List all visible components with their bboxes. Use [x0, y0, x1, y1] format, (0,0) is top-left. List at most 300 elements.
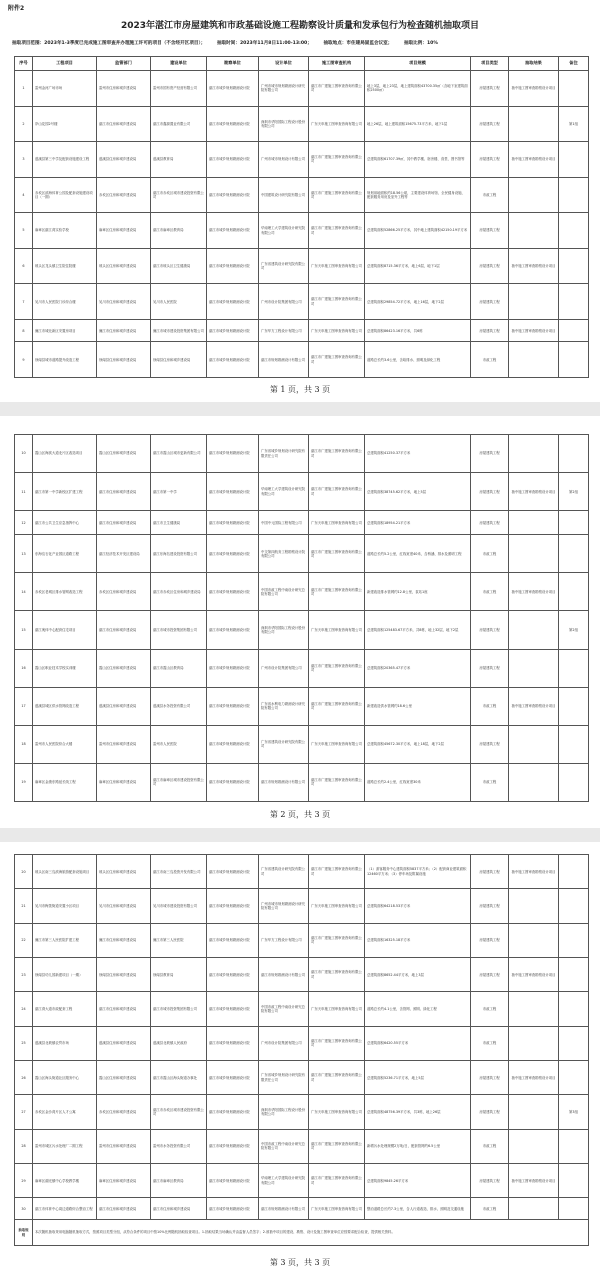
cell-design: 广东省建筑设计研究院有限公司 [259, 248, 309, 284]
cell-review: 湛江市广建施工图审查咨询有限公司 [309, 435, 365, 473]
cell-type: 房屋建筑工程 [471, 106, 509, 142]
cell-scale: 整治道路总长约7.3公里，含人行道改造、排水、照明及交通设施 [365, 1198, 471, 1220]
cell-scale: 道路总长约4.1公里，含管网、照明、绿化工程 [365, 992, 471, 1026]
cell-no: 17 [15, 687, 33, 725]
table-row [15, 535, 589, 573]
cell-design: 湛江市规划勘测设计有限公司 [259, 342, 309, 378]
cell-type: 房屋建筑工程 [471, 649, 509, 687]
cell-dept: 麻章区住房和城乡建设局 [97, 1163, 151, 1197]
cell-survey: 湛江市城乡规划勘测设计院 [207, 763, 259, 801]
cell-result [509, 992, 559, 1026]
cell-survey: 湛江市城乡规划勘测设计院 [207, 649, 259, 687]
cell-name: 岸山花园2号楼 [33, 106, 97, 142]
cell-result: 抽中施工图审查勘察设计项目 [509, 248, 559, 284]
cell-review: 湛江市广建施工图审查咨询有限公司 [309, 71, 365, 107]
cell-no: 25 [15, 1026, 33, 1060]
cell-owner: 湛江市卫生健康局 [151, 511, 207, 535]
cell-survey: 湛江市城乡规划勘测设计院 [207, 342, 259, 378]
table-row [15, 649, 589, 687]
cell-owner: 湛江市赤坎区城市建设投资有限公司 [151, 177, 207, 213]
cell-owner: 徐闻县住房和城乡建设局 [151, 342, 207, 378]
cell-design: 湛江市规划勘测设计有限公司 [259, 1198, 309, 1220]
cell-dept: 霞山区住房和城乡建设局 [97, 435, 151, 473]
cell-result: 抽中施工图审查勘察设计项目 [509, 1163, 559, 1197]
cell-result [509, 342, 559, 378]
cell-type: 市政工程 [471, 992, 509, 1026]
cell-name: 遂溪县第三中学及配套设施建设工程 [33, 142, 97, 178]
cell-type: 房屋建筑工程 [471, 611, 509, 649]
cell-dept: 霞山区住房和城乡建设局 [97, 1060, 151, 1094]
cell-result [509, 1026, 559, 1060]
table-row [15, 177, 589, 213]
cell-remark [559, 1026, 589, 1060]
cell-remark [559, 284, 589, 320]
cell-name: 赤坎区老城区排水管网改造工程 [33, 573, 97, 611]
cell-no: 22 [15, 923, 33, 957]
cell-review: 湛江市广建施工图审查咨询有限公司 [309, 473, 365, 511]
cell-scale: 总建筑面积29854.72平方米，地上16层，地下2层 [365, 284, 471, 320]
cell-owner: 遂溪县水务投资有限公司 [151, 687, 207, 725]
cell-design: 广州市设计院集团有限公司 [259, 284, 309, 320]
cell-name: 湛江奥体中心配套住宅项目 [33, 611, 97, 649]
cell-dept: 湛江市住房和城乡建设局 [97, 992, 151, 1026]
cell-owner: 遂溪县教育局 [151, 142, 207, 178]
cell-survey: 湛江市城乡规划勘测设计院 [207, 923, 259, 957]
cell-remark [559, 1198, 589, 1220]
table-row [15, 284, 589, 320]
cell-remark [559, 1163, 589, 1197]
cell-remark [559, 923, 589, 957]
cell-type: 市政工程 [471, 573, 509, 611]
table-header-row [15, 57, 589, 71]
cell-owner: 湛江市霞山区海头街道办事处 [151, 1060, 207, 1094]
cell-name: 东海岛石化产业园区道路工程 [33, 535, 97, 573]
column-header: 项目类型 [471, 57, 509, 71]
cell-type: 房屋建筑工程 [471, 1163, 509, 1197]
table-row [15, 855, 589, 889]
cell-design: 中国建筑设计研究院有限公司 [259, 177, 309, 213]
cell-no: 16 [15, 649, 33, 687]
cell-remark [559, 342, 589, 378]
cell-survey: 湛江市城乡规划勘测设计院 [207, 855, 259, 889]
cell-review: 广东天申施工图审查咨询有限公司 [309, 992, 365, 1026]
cell-name: 湛江市体育中心周边道路综合整治工程 [33, 1198, 97, 1220]
method-label: 抽取规则 [15, 1220, 33, 1246]
cell-no: 26 [15, 1060, 33, 1094]
cell-result [509, 435, 559, 473]
cell-owner: 廉江市城市建设投资集团有限公司 [151, 319, 207, 341]
cell-owner: 吴川市城市建设投资有限公司 [151, 889, 207, 923]
cell-scale: 总建筑面积8652.44平方米，地上3层 [365, 957, 471, 991]
cell-survey: 湛江市城乡规划勘测设计院 [207, 687, 259, 725]
table-row [15, 435, 589, 473]
cell-dept: 雷州市住房和城乡建设局 [97, 71, 151, 107]
cell-design: 深圳市华阳国际工程设计股份有限公司 [259, 1095, 309, 1129]
cell-review: 广东天申施工图审查咨询有限公司 [309, 889, 365, 923]
cell-design: 广州市设计院集团有限公司 [259, 649, 309, 687]
project-table-page-3 [14, 854, 589, 1246]
document-page-2 [0, 416, 600, 828]
cell-survey: 湛江市城乡规划勘测设计院 [207, 142, 259, 178]
cell-survey: 湛江市城乡规划勘测设计院 [207, 511, 259, 535]
cell-type: 房屋建筑工程 [471, 1095, 509, 1129]
table-row [15, 1060, 589, 1094]
cell-scale: 总建筑面积45672.30平方米，地上18层，地下2层 [365, 725, 471, 763]
cell-type: 房屋建筑工程 [471, 889, 509, 923]
cell-remark [559, 248, 589, 284]
cell-design: 广州市城市规划勘测设计研究院有限公司 [259, 889, 309, 923]
cell-name: 麻章区湖光镇中心学校教学楼 [33, 1163, 97, 1197]
table-row [15, 213, 589, 249]
cell-survey: 湛江市城乡规划勘测设计院 [207, 71, 259, 107]
cell-design: 广东省城乡规划设计研究院有限责任公司 [259, 1060, 309, 1094]
cell-design: 华南理工大学建筑设计研究院有限公司 [259, 1163, 309, 1197]
cell-name: 雷州市人民医院综合大楼 [33, 725, 97, 763]
table-row [15, 106, 589, 142]
cell-no: 19 [15, 763, 33, 801]
cell-no: 10 [15, 435, 33, 473]
cell-result: 抽中施工图审查勘察设计项目 [509, 71, 559, 107]
cell-review: 广东天申施工图审查咨询有限公司 [309, 248, 365, 284]
cell-design: 中国市政工程中南设计研究总院有限公司 [259, 992, 309, 1026]
cell-name: 徐闻县城市道路提升改造工程 [33, 342, 97, 378]
cell-name: 吴川市人民医院门诊综合楼 [33, 284, 97, 320]
cell-remark [559, 511, 589, 535]
cell-remark [559, 1060, 589, 1094]
cell-review: 广东天申施工图审查咨询有限公司 [309, 106, 365, 142]
cell-result [509, 649, 559, 687]
cell-dept: 麻章区住房和城乡建设局 [97, 763, 151, 801]
cell-scale: 道路总长约2.4公里，红线宽度30米 [365, 763, 471, 801]
cell-result [509, 889, 559, 923]
cell-type: 房屋建筑工程 [471, 957, 509, 991]
column-header: 勘察单位 [207, 57, 259, 71]
document-title: 2023年湛江市房屋建筑和市政基础设施工程勘察设计质量和发承包行为检查随机抽取项目 [120, 21, 480, 31]
cell-result: 抽中施工图审查勘察设计项目 [509, 319, 559, 341]
cell-survey: 湛江市城乡规划勘测设计院 [207, 1060, 259, 1094]
cell-type: 市政工程 [471, 763, 509, 801]
cell-scale: 总建筑面积41250.37平方米 [365, 435, 471, 473]
table-row [15, 511, 589, 535]
cell-owner: 雷州市水务投资有限公司 [151, 1129, 207, 1163]
cell-result [509, 923, 559, 957]
column-header: 施工图审查机构 [309, 57, 365, 71]
cell-review: 湛江市广建施工图审查咨询有限公司 [309, 213, 365, 249]
cell-dept: 吴川市住房和城乡建设局 [97, 889, 151, 923]
table-row [15, 473, 589, 511]
cell-survey: 湛江市城乡规划勘测设计院 [207, 106, 259, 142]
cell-remark [559, 725, 589, 763]
cell-design: 中国市政工程中南设计研究总院有限公司 [259, 1129, 309, 1163]
column-header: 抽取结果 [509, 57, 559, 71]
table-row [15, 142, 589, 178]
cell-review: 广东天申施工图审查咨询有限公司 [309, 319, 365, 341]
cell-remark [559, 71, 589, 107]
cell-name: 廉江市城北新区安置房项目 [33, 319, 97, 341]
cell-design: 湛江市规划勘测设计有限公司 [259, 957, 309, 991]
cell-owner: 湛江市坡头区卫生健康局 [151, 248, 207, 284]
cell-remark [559, 573, 589, 611]
cell-remark: 第1组 [559, 106, 589, 142]
cell-review: 广东天申施工图审查咨询有限公司 [309, 611, 365, 649]
cell-type: 市政工程 [471, 1026, 509, 1060]
cell-dept: 遂溪县住房和城乡建设局 [97, 687, 151, 725]
cell-no: 30 [15, 1198, 33, 1220]
cell-result [509, 1198, 559, 1220]
cell-owner: 湛江东海岛建设投资有限公司 [151, 535, 207, 573]
cell-review: 湛江市广建施工图审查咨询有限公司 [309, 1060, 365, 1094]
cell-remark: 第2组 [559, 611, 589, 649]
cell-type: 房屋建筑工程 [471, 71, 509, 107]
cell-dept: 湛江市住房和城乡建设局 [97, 611, 151, 649]
table-row [15, 1198, 589, 1220]
cell-design: 深圳市华阳国际工程设计股份有限公司 [259, 106, 309, 142]
cell-survey: 湛江市城乡规划勘测设计院 [207, 177, 259, 213]
project-table-page-1 [14, 56, 589, 378]
cell-scale: 规划用地面积约18.56公顷，主要建设体育场馆、全民健身设施、配套服务用房及室外工程等 [365, 177, 471, 213]
cell-remark [559, 957, 589, 991]
cell-scale: 新增污水处理规模2万吨/日，配套管网约6.5公里 [365, 1129, 471, 1163]
method-row [15, 1220, 589, 1246]
table-row [15, 992, 589, 1026]
cell-no: 13 [15, 535, 33, 573]
document-page-3 [0, 842, 600, 1272]
cell-dept: 雷州市住房和城乡建设局 [97, 1129, 151, 1163]
cell-dept: 廉江市住房和城乡建设局 [97, 319, 151, 341]
cell-result [509, 511, 559, 535]
cell-dept: 湛江经济技术开发区建设局 [97, 535, 151, 573]
cell-owner: 湛江市麻章区教育局 [151, 1163, 207, 1197]
table-row [15, 763, 589, 801]
cell-name: 麻章区金康东路延长线工程 [33, 763, 97, 801]
page-footer: 第 3 页，共 3 页 [269, 1258, 331, 1267]
cell-dept: 廉江市住房和城乡建设局 [97, 923, 151, 957]
cell-design: 广州市设计院集团有限公司 [259, 1026, 309, 1060]
cell-owner: 湛江市麻章区城市建设投资有限公司 [151, 763, 207, 801]
cell-dept: 坡头区住房和城乡建设局 [97, 855, 151, 889]
cell-no: 21 [15, 889, 33, 923]
cell-result: 抽中施工图审查勘察设计项目 [509, 957, 559, 991]
cell-review: 湛江市广建施工图审查咨询有限公司 [309, 923, 365, 957]
cell-no: 24 [15, 992, 33, 1026]
cell-owner: 湛江市城市投资集团有限公司 [151, 611, 207, 649]
column-header: 工程项目 [33, 57, 97, 71]
cell-name: 霞山区海滨大道北片区改造项目 [33, 435, 97, 473]
cell-owner: 徐闻县教育局 [151, 957, 207, 991]
cell-name: 麻章区湛江湾实验学校 [33, 213, 97, 249]
cell-survey: 湛江市城乡规划勘测设计院 [207, 573, 259, 611]
cell-owner: 吴川市人民医院 [151, 284, 207, 320]
cell-review: 广东天申施工图审查咨询有限公司 [309, 511, 365, 535]
cell-dept: 遂溪县住房和城乡建设局 [97, 142, 151, 178]
cell-design: 湛江市规划勘测设计有限公司 [259, 763, 309, 801]
cell-type: 市政工程 [471, 1129, 509, 1163]
cell-scale: 总建筑面积61707.39㎡，其中教学楼、宿舍楼、食堂、图书馆等 [365, 142, 471, 178]
cell-design: 广东省建筑设计研究院有限公司 [259, 725, 309, 763]
cell-result: 抽中施工图审查勘察设计项目 [509, 1060, 559, 1094]
cell-scale: 总建筑面积18954.21平方米 [365, 511, 471, 535]
cell-design: 中国市政工程中南设计研究总院有限公司 [259, 573, 309, 611]
cell-survey: 湛江市城乡规划勘测设计院 [207, 1026, 259, 1060]
cell-survey: 湛江市城乡规划勘测设计院 [207, 1163, 259, 1197]
cell-review: 湛江市广建施工图审查咨询有限公司 [309, 142, 365, 178]
cell-no: 28 [15, 1129, 33, 1163]
cell-type: 房屋建筑工程 [471, 319, 509, 341]
cell-design: 广州市城市规划勘测设计研究院有限公司 [259, 71, 309, 107]
cell-review: 湛江市广建施工图审查咨询有限公司 [309, 763, 365, 801]
cell-dept: 湛江市住房和城乡建设局 [97, 473, 151, 511]
cell-review: 广东天申施工图审查咨询有限公司 [309, 1198, 365, 1220]
cell-remark [559, 889, 589, 923]
cell-result [509, 213, 559, 249]
cell-review: 湛江市广建施工图审查咨询有限公司 [309, 284, 365, 320]
cell-scale: 地上3层，地上23层，地上建筑面积43700.35㎡（含地下室建筑面积2500㎡） [365, 71, 471, 107]
cell-name: 遂溪县城区供水管网改造工程 [33, 687, 97, 725]
cell-design: 深圳市华阳国际工程设计股份有限公司 [259, 611, 309, 649]
cell-design: 广东华方工程设计有限公司 [259, 319, 309, 341]
cell-dept: 麻章区住房和城乡建设局 [97, 213, 151, 249]
cell-name: 雷州市城区污水处理厂二期工程 [33, 1129, 97, 1163]
table-row [15, 957, 589, 991]
cell-dept: 赤坎区住房和城乡建设局 [97, 1095, 151, 1129]
cell-dept: 赤坎区住房和城乡建设局 [97, 573, 151, 611]
attachment-label: 附件2 [8, 5, 25, 12]
cell-no: 2 [15, 106, 33, 142]
cell-name: 霞山区职业技术学校实训楼 [33, 649, 97, 687]
cell-survey: 湛江市城乡规划勘测设计院 [207, 213, 259, 249]
cell-review: 广东天申施工图审查咨询有限公司 [309, 1095, 365, 1129]
table-row [15, 342, 589, 378]
cell-owner: 雷州市人民医院 [151, 725, 207, 763]
cell-design: 广东省城乡规划设计研究院有限责任公司 [259, 435, 309, 473]
table-row [15, 248, 589, 284]
cell-owner: 廉江市第三人民医院 [151, 923, 207, 957]
cell-review: 湛江市广建施工图审查咨询有限公司 [309, 855, 365, 889]
table-row [15, 1129, 589, 1163]
meta-place: 抽取地点：市住建局固监会议室； [323, 41, 393, 46]
cell-scale: 总建筑面积8715.36平方米，地上6层，地下1层 [365, 248, 471, 284]
cell-review: 湛江市广建施工图审查咨询有限公司 [309, 1163, 365, 1197]
cell-type: 房屋建筑工程 [471, 473, 509, 511]
cell-survey: 湛江市城乡规划勘测设计院 [207, 992, 259, 1026]
cell-no: 6 [15, 248, 33, 284]
cell-owner: 湛江市霞山区城市更新有限公司 [151, 435, 207, 473]
cell-survey: 湛江市城乡规划勘测设计院 [207, 1129, 259, 1163]
cell-scale: 新建改造排水管网约12.8公里，泵站1座 [365, 573, 471, 611]
cell-result: 抽中施工图审查勘察设计项目 [509, 142, 559, 178]
cell-design: 中国中元国际工程有限公司 [259, 511, 309, 535]
cell-scale: 总建筑面积52866.25平方米，其中地上建筑面积42150.19平方米 [365, 213, 471, 249]
page-footer: 第 2 页，共 3 页 [269, 810, 331, 819]
cell-no: 8 [15, 319, 33, 341]
cell-result: 抽中施工图审查勘察设计项目 [509, 855, 559, 889]
cell-name: 湛江湾大道市政配套工程 [33, 992, 97, 1026]
cell-dept: 湛江市住房和城乡建设局 [97, 511, 151, 535]
cell-scale: 新建改造供水管网约18.6公里 [365, 687, 471, 725]
page-separator [0, 402, 600, 416]
column-header: 序号 [15, 57, 33, 71]
cell-type: 房屋建筑工程 [471, 248, 509, 284]
cell-owner: 湛江市霞山区教育局 [151, 649, 207, 687]
table-row [15, 923, 589, 957]
meta-time: 抽取时间：2023年11月8日11:00-13:00； [216, 41, 312, 46]
cell-review: 湛江市广建施工图审查咨询有限公司 [309, 687, 365, 725]
cell-scale: 总建筑面积20365.47平方米 [365, 649, 471, 687]
cell-remark [559, 649, 589, 687]
cell-remark [559, 535, 589, 573]
cell-remark [559, 1129, 589, 1163]
cell-remark [559, 687, 589, 725]
cell-remark: 第3组 [559, 1095, 589, 1129]
table-row [15, 611, 589, 649]
cell-survey: 湛江市城乡规划勘测设计院 [207, 435, 259, 473]
cell-scale: 总建筑面积5236.71平方米，地上5层 [365, 1060, 471, 1094]
selection-meta [12, 40, 592, 46]
cell-type: 房屋建筑工程 [471, 142, 509, 178]
cell-review: 湛江市广建施工图审查咨询有限公司 [309, 1026, 365, 1060]
cell-name: 坡头区南三岛滨海旅游配套设施项目 [33, 855, 97, 889]
cell-owner: 湛江市住房和城乡建设局 [151, 1198, 207, 1220]
cell-remark [559, 177, 589, 213]
cell-survey: 湛江市城乡规划勘测设计院 [207, 611, 259, 649]
cell-survey: 湛江市城乡规划勘测设计院 [207, 535, 259, 573]
cell-no: 4 [15, 177, 33, 213]
cell-type: 市政工程 [471, 1198, 509, 1220]
cell-scale: 总建筑面积125483.67平方米，共8栋，地上32层，地下2层 [365, 611, 471, 649]
cell-remark [559, 992, 589, 1026]
cell-result [509, 611, 559, 649]
cell-name: 湛江市公共卫生应急指挥中心 [33, 511, 97, 535]
cell-scale: 总建筑面积16325.18平方米 [365, 923, 471, 957]
cell-no: 14 [15, 573, 33, 611]
cell-type: 房屋建筑工程 [471, 435, 509, 473]
cell-no: 27 [15, 1095, 33, 1129]
cell-survey: 湛江市城乡规划勘测设计院 [207, 284, 259, 320]
cell-name: 霞山区海头街道社区服务中心 [33, 1060, 97, 1094]
cell-type: 房屋建筑工程 [471, 213, 509, 249]
cell-type: 市政工程 [471, 535, 509, 573]
cell-remark [559, 142, 589, 178]
cell-type: 房屋建筑工程 [471, 855, 509, 889]
cell-owner: 湛江市鑫源置业有限公司 [151, 106, 207, 142]
cell-scale: 总建筑面积9845.26平方米 [365, 1163, 471, 1197]
table-row [15, 319, 589, 341]
cell-dept: 吴川市住房和城乡建设局 [97, 284, 151, 320]
cell-result: 抽中施工图审查勘察设计项目 [509, 473, 559, 511]
cell-name: 赤坎区滨海体育公园及配套设施建设项目（一期） [33, 177, 97, 213]
cell-type: 房屋建筑工程 [471, 511, 509, 535]
table-row [15, 889, 589, 923]
cell-name: 湛江市第一中学新校区扩建工程 [33, 473, 97, 511]
cell-remark [559, 213, 589, 249]
cell-scale: 总建筑面积86423.16平方米，共6栋 [365, 319, 471, 341]
cell-no: 9 [15, 342, 33, 378]
cell-remark [559, 763, 589, 801]
cell-result [509, 106, 559, 142]
cell-scale: 总建筑面积64218.53平方米 [365, 889, 471, 923]
document-page-1 [0, 0, 600, 402]
cell-owner: 湛江市南三岛投资开发有限公司 [151, 855, 207, 889]
cell-result [509, 535, 559, 573]
cell-no: 20 [15, 855, 33, 889]
cell-review: 广东天申施工图审查咨询有限公司 [309, 725, 365, 763]
column-header: 设计单位 [259, 57, 309, 71]
meta-ratio: 抽取比例：10% [403, 41, 438, 46]
cell-no: 3 [15, 142, 33, 178]
cell-type: 市政工程 [471, 687, 509, 725]
cell-no: 5 [15, 213, 33, 249]
cell-remark [559, 319, 589, 341]
